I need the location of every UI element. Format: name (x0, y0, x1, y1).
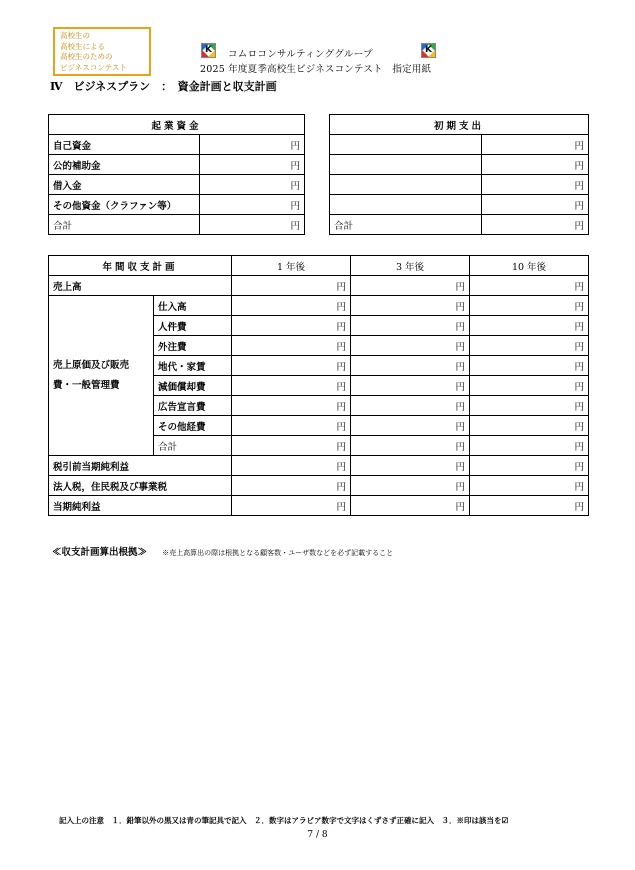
table-row (330, 175, 589, 195)
contest-title: 2025 年度夏季高校生ビジネスコンテスト 指定用紙 (200, 64, 432, 75)
startup-funds-heading: 起業資金 (49, 115, 305, 135)
table-row (330, 155, 589, 175)
amount-field[interactable]: 円 (351, 496, 470, 516)
amount-field[interactable]: 円 (200, 155, 305, 175)
table-row (49, 456, 589, 476)
expense-item-field[interactable] (330, 175, 482, 195)
amount-field[interactable]: 円 (351, 336, 470, 356)
amount-field[interactable]: 円 (351, 416, 470, 436)
amount-field[interactable]: 円 (470, 416, 589, 436)
column-header: 1 年後 (232, 256, 351, 276)
amount-field[interactable]: 円 (470, 336, 589, 356)
table-row (49, 135, 305, 155)
row-label: 当期純利益 (49, 496, 232, 516)
amount-field[interactable]: 円 (351, 276, 470, 296)
amount-field[interactable]: 円 (351, 396, 470, 416)
annual-plan-table (48, 255, 589, 516)
table-row (49, 476, 589, 496)
row-label: 人件費 (154, 316, 232, 336)
column-header: 3 年後 (351, 256, 470, 276)
amount-field[interactable]: 円 (232, 416, 351, 436)
annual-plan-heading: 年間収支計画 (49, 256, 232, 276)
table-row (49, 195, 305, 215)
table-row (330, 195, 589, 215)
amount-field[interactable]: 円 (232, 496, 351, 516)
amount-field[interactable]: 円 (351, 476, 470, 496)
expense-item-field[interactable] (330, 155, 482, 175)
expense-item-field[interactable] (330, 195, 482, 215)
amount-field[interactable]: 円 (470, 436, 589, 456)
page-number: 7 / 8 (307, 830, 328, 840)
row-label: 公的補助金 (49, 155, 200, 175)
amount-field[interactable]: 円 (351, 436, 470, 456)
amount-field[interactable]: 円 (232, 316, 351, 336)
table-row (49, 496, 589, 516)
footer-note: 記入上の注意 １．鉛筆以外の黒又は青の筆記具で記入 ２．数字はアラビア数字で文字はくずさず正確に記入 ３．※印は該当を☑ (59, 816, 509, 825)
startup-funds-table (48, 114, 305, 235)
table-row (330, 215, 589, 235)
amount-field[interactable]: 円 (232, 276, 351, 296)
amount-field[interactable]: 円 (232, 456, 351, 476)
row-label: 合計 (330, 215, 482, 235)
amount-field[interactable]: 円 (200, 175, 305, 195)
amount-field[interactable]: 円 (482, 155, 589, 175)
stamp-line: 高校生による (60, 41, 105, 51)
amount-field[interactable]: 円 (232, 436, 351, 456)
stamp-line: 高校生の (60, 31, 90, 40)
amount-field[interactable]: 円 (470, 276, 589, 296)
table-row (330, 135, 589, 155)
row-label: 借入金 (49, 175, 200, 195)
amount-field[interactable]: 円 (200, 215, 305, 235)
amount-field[interactable]: 円 (351, 356, 470, 376)
row-label: その他経費 (154, 416, 232, 436)
amount-field[interactable]: 円 (232, 336, 351, 356)
amount-field[interactable]: 円 (232, 476, 351, 496)
amount-field[interactable]: 円 (470, 356, 589, 376)
table-row (49, 155, 305, 175)
amount-field[interactable]: 円 (232, 396, 351, 416)
row-label: 外注費 (154, 336, 232, 356)
row-label: 広告宣言費 (154, 396, 232, 416)
amount-field[interactable]: 円 (482, 195, 589, 215)
amount-field[interactable]: 円 (482, 135, 589, 155)
amount-field[interactable]: 円 (232, 296, 351, 316)
row-label: 仕入高 (154, 296, 232, 316)
amount-field[interactable]: 円 (470, 296, 589, 316)
row-label: 合計 (154, 436, 232, 456)
amount-field[interactable]: 円 (200, 195, 305, 215)
amount-field[interactable]: 円 (351, 456, 470, 476)
row-label: 税引前当期純利益 (49, 456, 232, 476)
group-name: コムロコンサルティンググループ (228, 49, 373, 60)
amount-field[interactable]: 円 (482, 215, 589, 235)
row-label: 合計 (49, 215, 200, 235)
basis-title: ≪収支計画算出根拠≫ (52, 547, 148, 558)
stamp-line: ビジネスコンテスト (60, 62, 127, 72)
amount-field[interactable]: 円 (470, 456, 589, 476)
amount-field[interactable]: 円 (470, 476, 589, 496)
table-row (49, 215, 305, 235)
row-label: その他資金（クラファン等） (49, 195, 200, 215)
amount-field[interactable]: 円 (470, 316, 589, 336)
table-row (49, 296, 589, 316)
expense-item-field[interactable] (330, 135, 482, 155)
stamp-line: 高校生のための (60, 52, 113, 61)
initial-expenses-table (329, 114, 589, 235)
company-logo-icon: K (201, 43, 216, 58)
row-label: 売上高 (49, 276, 232, 296)
row-label: 地代・家賃 (154, 356, 232, 376)
amount-field[interactable]: 円 (482, 175, 589, 195)
basis-note: ※売上高算出の際は根拠となる顧客数・ユーザ数などを必ず記載すること (162, 549, 394, 557)
column-header: 10 年後 (470, 256, 589, 276)
amount-field[interactable]: 円 (470, 376, 589, 396)
amount-field[interactable]: 円 (470, 496, 589, 516)
row-label: 自己資金 (49, 135, 200, 155)
amount-field[interactable]: 円 (232, 356, 351, 376)
row-label: 減価償却費 (154, 376, 232, 396)
cost-group-label: 売上原価及び販売 費・一般管理費 (49, 296, 154, 456)
amount-field[interactable]: 円 (351, 296, 470, 316)
amount-field[interactable]: 円 (200, 135, 305, 155)
company-logo-icon: K (421, 43, 436, 58)
row-label: 法人税，住民税及び事業税 (49, 476, 232, 496)
table-row (49, 276, 589, 296)
contest-stamp (53, 27, 151, 76)
amount-field[interactable]: 円 (232, 376, 351, 396)
section-title: Ⅳ ビジネスプラン ： 資金計画と収支計画 (50, 80, 277, 93)
amount-field[interactable]: 円 (351, 316, 470, 336)
basis-section (52, 540, 393, 559)
table-row (49, 175, 305, 195)
amount-field[interactable]: 円 (470, 396, 589, 416)
amount-field[interactable]: 円 (351, 376, 470, 396)
initial-expenses-heading: 初期支出 (330, 115, 589, 135)
